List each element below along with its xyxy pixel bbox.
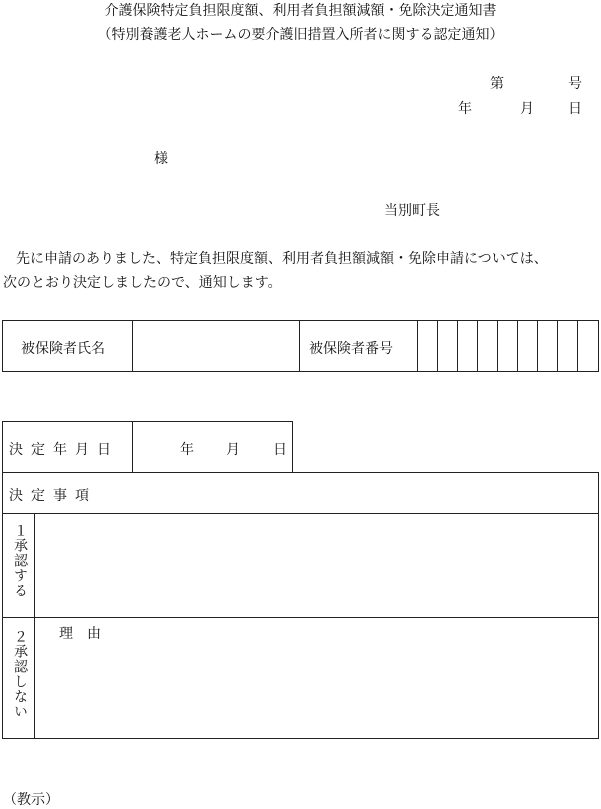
reason-content-field[interactable]	[35, 643, 598, 737]
insured-number-digit[interactable]	[537, 321, 557, 371]
divider	[3, 617, 598, 618]
insured-number-digit[interactable]	[577, 321, 598, 371]
decision-date-year: 年	[180, 442, 194, 458]
decision-items-table	[2, 472, 599, 739]
decision-items-label: 決定事項	[9, 488, 97, 504]
insured-table	[2, 320, 599, 372]
insured-number-digit[interactable]	[497, 321, 517, 371]
decision-date-month: 月	[226, 442, 240, 458]
insured-name-field[interactable]	[132, 321, 300, 371]
insured-number-digit[interactable]	[457, 321, 477, 371]
insured-number-label: 被保険者番号	[309, 341, 393, 357]
reason-label: 理 由	[59, 626, 101, 642]
insured-number-digit[interactable]	[557, 321, 577, 371]
insured-number-digit[interactable]	[417, 321, 437, 371]
decision-date-box	[2, 421, 293, 473]
body-line-2: 次のとおり決定しましたので、通知します。	[3, 275, 282, 291]
insured-number-digit[interactable]	[477, 321, 497, 371]
date-year: 年	[458, 101, 472, 117]
date-day: 日	[568, 101, 582, 117]
body-line-1: 先に申請のありました、特定負担限度額、利用者負担額減額・免除申請については、	[16, 251, 548, 267]
document-subtitle: （特別養護老人ホームの要介護旧措置入所者に関する認定通知）	[97, 27, 504, 43]
insured-number-digit[interactable]	[517, 321, 537, 371]
insured-name-label: 被保険者氏名	[21, 341, 105, 357]
number-dai: 第	[490, 76, 504, 92]
reject-label: ２承認しない	[12, 629, 28, 719]
divider	[299, 321, 300, 371]
decision-date-label: 決定年月日	[9, 442, 119, 458]
instruction-label: （教示）	[3, 792, 59, 808]
issuer: 当別町長	[384, 203, 440, 219]
number-go: 号	[568, 76, 582, 92]
approve-content-field[interactable]	[35, 514, 598, 617]
decision-date-field[interactable]	[132, 422, 292, 472]
document-title: 介護保険特定負担限度額、利用者負担額減額・免除決定通知書	[104, 3, 497, 19]
date-month: 月	[520, 101, 534, 117]
decision-date-day: 日	[273, 442, 287, 458]
insured-number-digit[interactable]	[437, 321, 457, 371]
approve-label: １承認する	[12, 523, 28, 598]
recipient-suffix: 様	[154, 151, 168, 167]
